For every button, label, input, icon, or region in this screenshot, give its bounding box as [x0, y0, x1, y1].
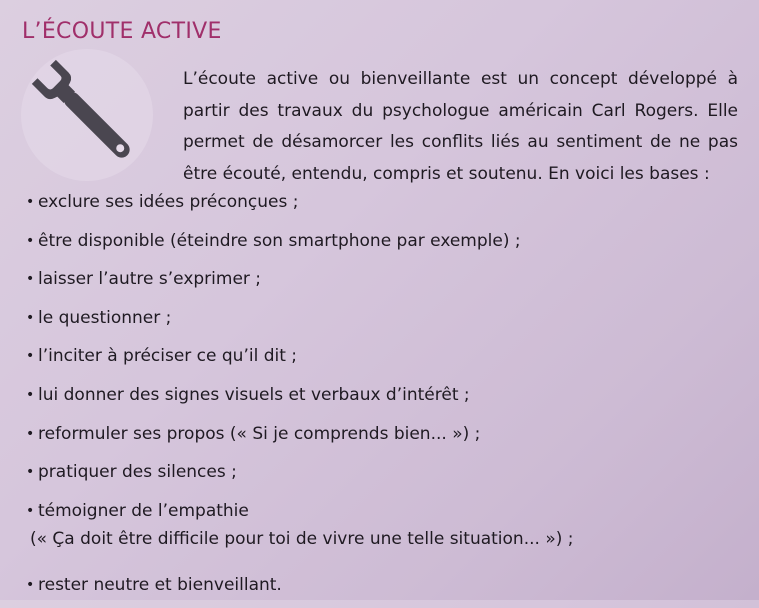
- bullet-symbol: •: [26, 309, 35, 326]
- list-item-text: témoigner de l’empathie: [38, 500, 249, 521]
- list-item: [26, 380, 573, 419]
- section-title: L’ÉCOUTE ACTIVE: [22, 18, 222, 44]
- list-item-text: lui donner des signes visuels et verbaux d’intérêt ;: [38, 384, 470, 405]
- list-item: [26, 226, 573, 265]
- list-item-text: exclure ses idées préconçues ;: [38, 192, 299, 212]
- list-item: [26, 457, 573, 496]
- list-item-continuation: (« Ça doit être difficile pour toi de vivre une telle situation... ») ;: [30, 528, 574, 549]
- bullet-symbol: •: [26, 271, 35, 288]
- bullet-symbol: •: [26, 464, 35, 481]
- wrench-icon: [20, 48, 155, 183]
- list-item-text: l’inciter à préciser ce qu’il dit ;: [38, 346, 298, 367]
- list-item: [26, 419, 573, 458]
- list-item: [26, 341, 573, 380]
- bullet-symbol: •: [26, 194, 35, 210]
- bullet-symbol: •: [26, 386, 35, 403]
- list-item-text: laisser l’autre s’exprimer ;: [38, 269, 262, 290]
- bullet-symbol: •: [26, 425, 35, 442]
- bullet-symbol: •: [26, 576, 35, 593]
- list-item-text: pratiquer des silences ;: [38, 462, 237, 483]
- intro-paragraph: L’écoute active ou bienveillante est un concept développé à partir des travaux du psychologue américain Carl Rogers. Elle permet de désamorcer les conflits liés au sentiment de ne pas être écouté, entendu, compris et soutenu. En voici les bases :: [183, 69, 738, 184]
- list-item: [26, 496, 573, 570]
- list-item: [26, 303, 573, 342]
- bullet-symbol: •: [26, 348, 35, 365]
- list-item-text: reformuler ses propos (« Si je comprends bien... ») ;: [38, 423, 481, 444]
- list-item: [26, 187, 573, 226]
- bullet-symbol: •: [26, 232, 35, 249]
- bullet-symbol: •: [26, 502, 35, 519]
- list-item-text: être disponible (éteindre son smartphone par exemple) ;: [38, 230, 521, 251]
- list-item: [26, 264, 573, 303]
- list-item: [26, 570, 573, 608]
- list-item-text: le questionner ;: [38, 307, 172, 328]
- bullet-list: [26, 187, 573, 608]
- list-item-text: rester neutre et bienveillant.: [38, 574, 282, 595]
